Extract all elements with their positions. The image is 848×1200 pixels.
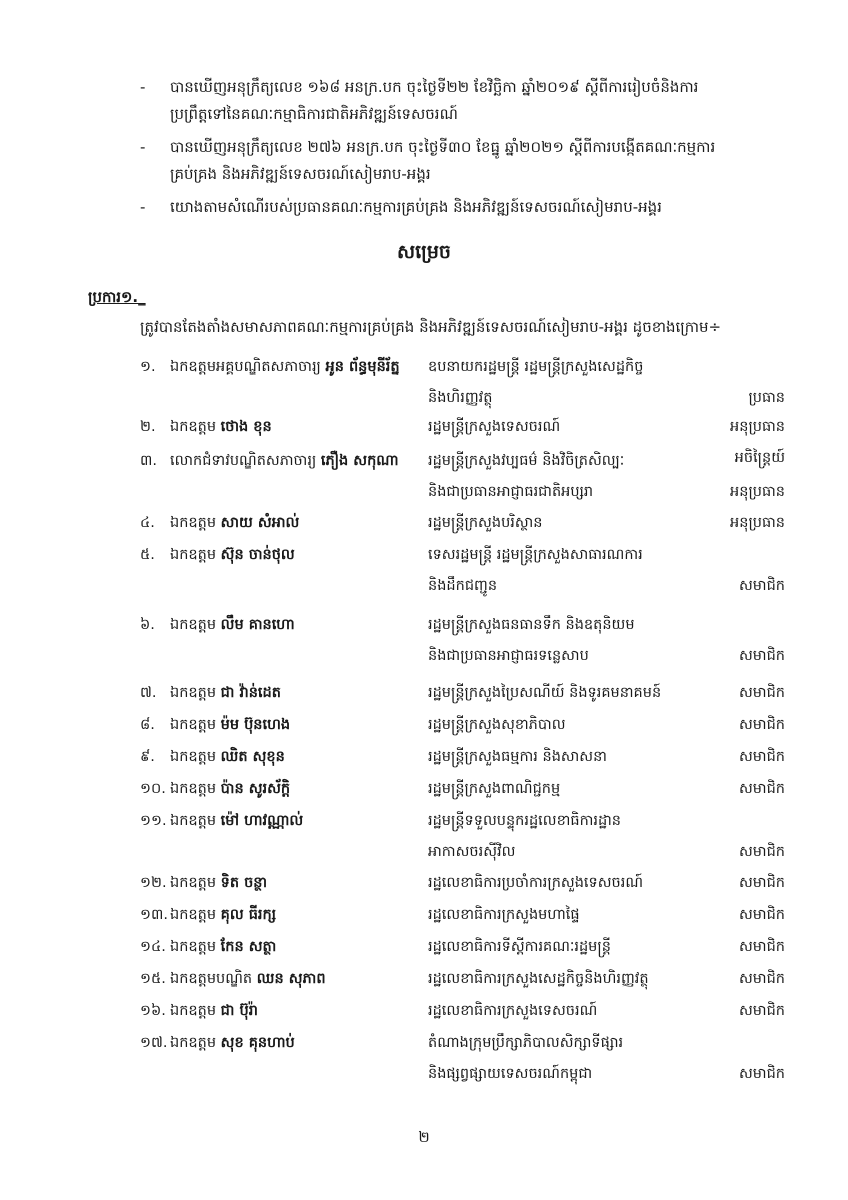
member-role: សមាជិក	[738, 907, 785, 923]
intro-text: ត្រូវបានតែងតាំងសមាសភាពគណៈកម្មការគ្រប់គ្រង និងអភិវឌ្ឍន៍ទេសចរណ៍សៀមរាប-អង្គរ ដូចខាងក្រោម÷	[140, 318, 722, 336]
member-role: សមាជិក	[738, 1066, 785, 1082]
member-position-line: រដ្ឋលេខាធិការប្រចាំការក្រសួងទេសចរណ៍	[428, 875, 644, 891]
member-name	[170, 710, 428, 741]
member-number: ១.	[140, 359, 156, 375]
member-personal-name: ភឿង សកុណា	[320, 453, 399, 469]
member-position	[428, 806, 718, 868]
member-number: ១០.	[140, 781, 166, 797]
member-position	[428, 774, 718, 805]
member-number: ១៤.	[140, 939, 166, 955]
member-number: ៩.	[140, 749, 155, 765]
member-position-line: និងជាប្រធានអាជ្ញាធរទន្លេសាប	[428, 648, 589, 664]
member-personal-name: ជា ប៊ុរ៉ា	[220, 1003, 258, 1019]
member-personal-name: លឹម គានហោ	[220, 617, 295, 633]
member-role: សមាជិក	[738, 781, 785, 797]
preamble-line: បានឃើញអនុក្រឹត្យលេខ ២៧៦ អនក្រ.បក ចុះថ្ងៃទី៣០ ខែធ្នូ ឆ្នាំ២០២១ ស្តីពីការបង្កើតគណៈកម្មការ	[170, 138, 716, 156]
member-title: ឯកឧត្តម	[170, 749, 217, 765]
member-position-line: និងជាប្រធានអាជ្ញាធរជាតិអប្សរា	[428, 484, 594, 500]
member-personal-name: ម៉ម ប៊ុនហេង	[220, 717, 291, 733]
member-position-line: រដ្ឋលេខាធិការក្រសួងសេដ្ឋកិច្ចនិងហិរញ្ញវត្ថុ	[428, 971, 649, 987]
member-personal-name: ឈន សុភាព	[256, 971, 326, 987]
member-personal-name: អូន ព័ន្ធមុនីរ័ត្ន	[325, 359, 400, 375]
member-position-line: រដ្ឋមន្ត្រីទទួលបន្ទុករដ្ឋលេខាធិការដ្ឋាន	[428, 813, 622, 829]
member-title: ឯកឧត្តម	[170, 685, 217, 701]
member-name	[170, 774, 428, 805]
member-title: ឯកឧត្តម	[170, 717, 217, 733]
member-name	[170, 868, 428, 899]
member-name	[170, 508, 428, 539]
member-title: ឯកឧត្តម	[170, 781, 217, 797]
member-title: ឯកឧត្តម	[170, 547, 217, 563]
member-number: ៣.	[140, 453, 157, 469]
member-number: ៥.	[140, 547, 155, 563]
member-number: ៧.	[140, 685, 157, 701]
preamble-list	[140, 74, 780, 227]
preamble-line: បានឃើញអនុក្រឹត្យលេខ ១៦៨ អនក្រ.បក ចុះថ្ងៃទី២២ ខែវិច្ឆិកា ឆ្នាំ២០១៩ ស្តីពីការរៀបចំនិងការ	[170, 78, 699, 96]
member-position	[428, 446, 718, 508]
member-position	[428, 610, 718, 672]
member-position	[428, 412, 718, 443]
member-position-line: តំណាងក្រុមប្រឹក្សាភិបាលសិក្សាទីផ្សារ	[428, 1035, 624, 1051]
member-number: ១៥.	[140, 971, 166, 987]
member-role: សមាជិក	[738, 971, 785, 987]
member-number: ៤.	[140, 515, 155, 531]
member-position-line: រដ្ឋលេខាធិការក្រសួងទេសចរណ៍	[428, 1003, 598, 1019]
member-personal-name: សុខ គុនហាប់	[220, 1035, 295, 1051]
member-title: ឯកឧត្តមបណ្ឌិត	[170, 971, 253, 987]
member-role: សមាជិក	[738, 875, 785, 891]
member-role: សមាជិក	[738, 1003, 785, 1019]
member-personal-name: ស៊ុន ចាន់ថុល	[220, 547, 295, 563]
member-number: ៨.	[140, 717, 155, 733]
member-role: អនុប្រធាន	[730, 484, 785, 500]
member-position	[428, 964, 718, 995]
member-name	[170, 540, 428, 571]
member-name	[170, 900, 428, 931]
member-name	[170, 446, 428, 477]
member-position-line: រដ្ឋមន្ត្រីក្រសួងវប្បធម៌ និងវិចិត្រសិល្បៈ	[428, 453, 625, 469]
member-position-line: រដ្ឋមន្ត្រីក្រសួងបរិស្ថាន	[428, 515, 543, 531]
member-position-line: រដ្ឋមន្ត្រីក្រសួងទេសចរណ៍	[428, 419, 561, 435]
member-title: ឯកឧត្តម	[170, 1035, 217, 1051]
member-role: អនុប្រធានអចិន្ត្រៃយ៍	[730, 419, 785, 466]
member-name	[170, 932, 428, 963]
member-title: ឯកឧត្តមអគ្គបណ្ឌិតសភាចារ្យ	[170, 359, 321, 375]
member-position	[428, 996, 718, 1027]
page-number: ២	[418, 1128, 430, 1146]
member-position-line: រដ្ឋមន្ត្រីក្រសួងធម្មការ និងសាសនា	[428, 749, 607, 765]
decision-heading: សម្រេច	[397, 241, 451, 263]
member-personal-name: ជា វ៉ាន់ដេត	[220, 685, 281, 701]
member-position-line: រដ្ឋមន្ត្រីក្រសួងសុខាភិបាល	[428, 717, 566, 733]
member-position-line: អាកាសចរស៊ីវិល	[428, 844, 516, 860]
member-position	[428, 932, 718, 963]
member-position-line: រដ្ឋលេខាធិការទីស្តីការគណៈរដ្ឋមន្ត្រី	[428, 939, 611, 955]
preamble-item: - យោងតាមសំណើរបស់ប្រធានគណៈកម្មការគ្រប់គ្រង និងអភិវឌ្ឍន៍ទេសចរណ៍សៀមរាប-អង្គរ	[140, 198, 662, 216]
preamble-line: យោងតាមសំណើរបស់ប្រធានគណៈកម្មការគ្រប់គ្រង និងអភិវឌ្ឍន៍ទេសចរណ៍សៀមរាប-អង្គរ	[170, 198, 662, 216]
member-position-line: និងផ្សព្វផ្សាយទេសចរណ៍កម្ពុជា	[428, 1066, 593, 1082]
member-title: ឯកឧត្តម	[170, 813, 217, 829]
member-title: ឯកឧត្តម	[170, 617, 217, 633]
member-title: ឯកឧត្តម	[170, 515, 217, 531]
member-role: សមាជិក	[738, 749, 785, 765]
member-position	[428, 352, 718, 414]
member-personal-name: ឈិត សុខុន	[220, 749, 285, 765]
member-position	[428, 900, 718, 931]
member-name	[170, 806, 428, 837]
member-name	[170, 1028, 428, 1059]
member-personal-name: គុល ធីរក្ស	[220, 907, 277, 923]
member-position	[428, 678, 718, 709]
member-number: ១១.	[140, 813, 167, 829]
member-title: ឯកឧត្តម	[170, 875, 217, 891]
member-number: ២.	[140, 419, 156, 435]
preamble-line: គ្រប់គ្រង និងអភិវឌ្ឍន៍ទេសចរណ៍សៀមរាប-អង្គរ	[170, 165, 431, 183]
member-personal-name: ប៉ាន សូរស័ក្តិ	[220, 781, 291, 797]
member-name	[170, 742, 428, 773]
member-personal-name: កែន សត្ថា	[220, 939, 277, 955]
member-personal-name: ម៉ៅ ហាវណ្ណាល់	[220, 813, 304, 829]
member-position-line: រដ្ឋមន្ត្រីក្រសួងធនធានទឹក និងឧតុនិយម	[428, 617, 635, 633]
member-title: លោកជំទាវបណ្ឌិតសភាចារ្យ	[170, 453, 317, 469]
member-role: សមាជិក	[738, 685, 785, 701]
member-position-line: និងហិរញ្ញវត្ថុ	[428, 390, 493, 406]
member-name	[170, 964, 428, 995]
member-position-line: ឧបនាយករដ្ឋមន្ត្រី រដ្ឋមន្ត្រីក្រសួងសេដ្ឋកិច្ច	[428, 359, 644, 375]
member-number: ១២.	[140, 875, 167, 891]
member-position-line: រដ្ឋមន្ត្រីក្រសួងប្រៃសណីយ៍ និងទូរគមនាគមន៍	[428, 685, 662, 701]
member-position-line: រដ្ឋមន្ត្រីក្រសួងពាណិជ្ជកម្ម	[428, 781, 561, 797]
member-role: សមាជិក	[738, 578, 785, 594]
member-personal-name: សាយ សំអាល់	[220, 515, 300, 531]
member-position-line: រដ្ឋលេខាធិការក្រសួងមហាផ្ទៃ	[428, 907, 580, 923]
article-label: ប្រការ១._	[88, 288, 146, 306]
member-position	[428, 868, 718, 899]
member-name	[170, 352, 428, 383]
preamble-item: - បានឃើញអនុក្រឹត្យលេខ ១៦៨ អនក្រ.បក ចុះថ្ងៃទី២២ ខែវិច្ឆិកា ឆ្នាំ២០១៩ ស្តីពីការរៀបចំនិងការ ប្រព្រឹត្តទៅនៃគណៈកម្មាធិការជាតិអភិវឌ្ឍន៍ទេសចរណ៍	[140, 78, 699, 123]
member-personal-name: ថោង ខុន	[220, 419, 272, 435]
member-title: ឯកឧត្តម	[170, 419, 217, 435]
member-title: ឯកឧត្តម	[170, 939, 217, 955]
member-personal-name: ទិត ចន្ថា	[220, 875, 268, 891]
member-number: ១៣.	[140, 907, 168, 923]
member-role: សមាជិក	[738, 939, 785, 955]
member-position	[428, 710, 718, 741]
member-name	[170, 678, 428, 709]
member-name	[170, 412, 428, 443]
member-position	[428, 742, 718, 773]
member-number: ១៦.	[140, 1003, 166, 1019]
member-position	[428, 508, 718, 539]
member-role: សមាជិក	[738, 648, 785, 664]
member-position-line: ទេសរដ្ឋមន្ត្រី រដ្ឋមន្ត្រីក្រសួងសាធារណការ	[428, 547, 643, 563]
member-name	[170, 610, 428, 641]
member-position-line: និងដឹកជញ្ជូន	[428, 578, 498, 594]
preamble-line: ប្រព្រឹត្តទៅនៃគណៈកម្មាធិការជាតិអភិវឌ្ឍន៍ទេសចរណ៍	[170, 105, 458, 123]
preamble-item: - បានឃើញអនុក្រឹត្យលេខ ២៧៦ អនក្រ.បក ចុះថ្ងៃទី៣០ ខែធ្នូ ឆ្នាំ២០២១ ស្តីពីការបង្កើតគណៈកម្មការ គ្រប់គ្រង និងអភិវឌ្ឍន៍ទេសចរណ៍សៀមរាប-អង្គរ	[140, 138, 716, 183]
member-role: អនុប្រធាន	[730, 515, 785, 531]
member-name	[170, 996, 428, 1027]
member-number: ១៧.	[140, 1035, 168, 1051]
member-position	[428, 540, 718, 602]
member-role: សមាជិក	[738, 717, 785, 733]
member-role: សមាជិក	[738, 844, 785, 860]
member-role: ប្រធាន	[748, 390, 785, 406]
member-position	[428, 1028, 718, 1090]
member-title: ឯកឧត្តម	[170, 1003, 217, 1019]
member-title: ឯកឧត្តម	[170, 907, 217, 923]
member-number: ៦.	[140, 617, 155, 633]
